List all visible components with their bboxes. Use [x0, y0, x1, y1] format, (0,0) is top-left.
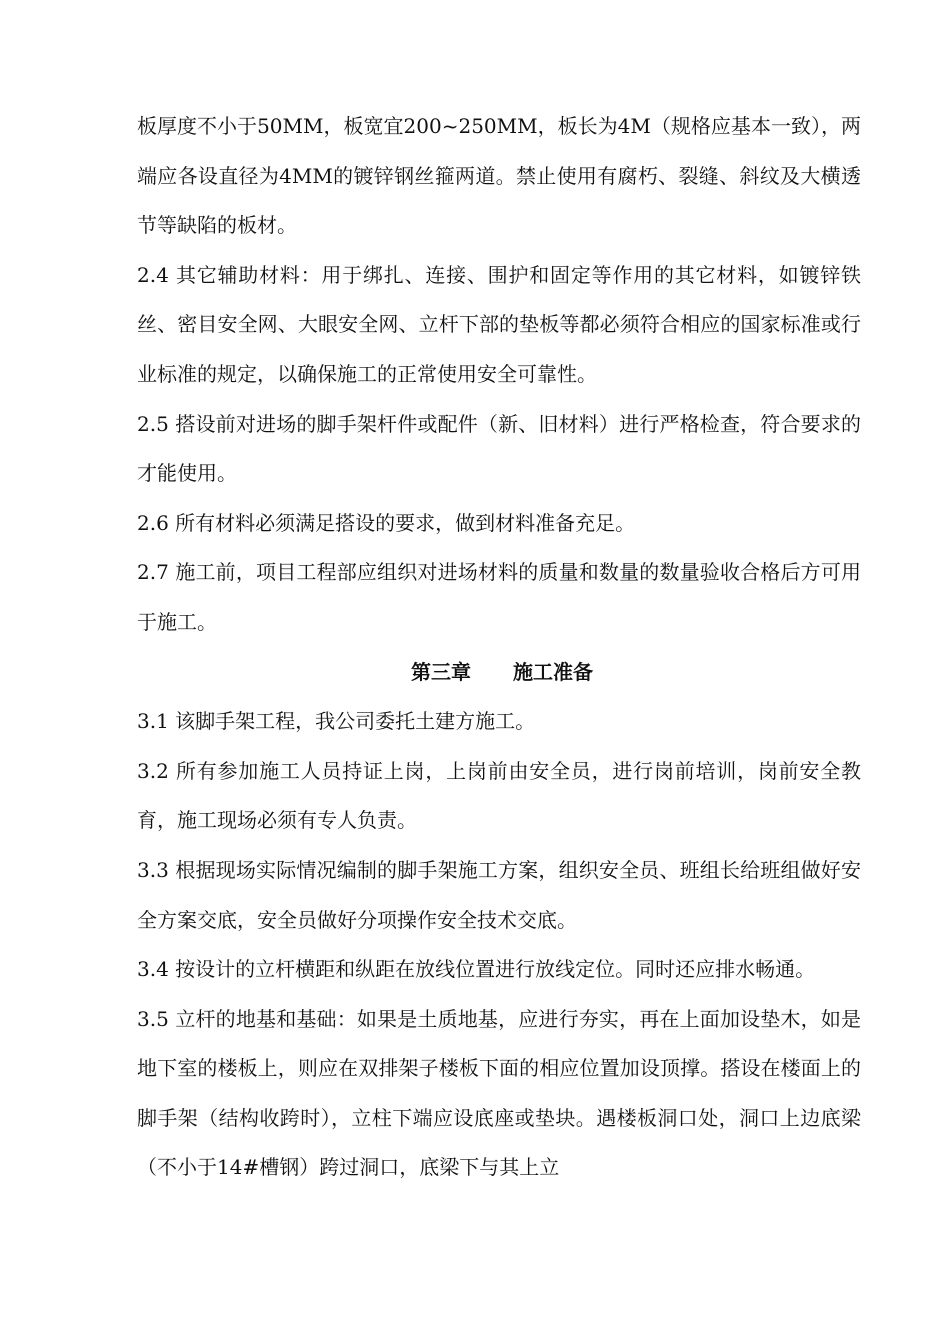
- document-body: [137, 102, 861, 1193]
- chapter-number: 第三章: [411, 659, 471, 684]
- paragraph-2-5: 2.5 搭设前对进场的脚手架杆件或配件（新、旧材料）进行严格检查，符合要求的才能使用。: [137, 411, 861, 486]
- paragraph-board-spec: 板厚度不小于50MM，板宽宜200~250MM，板长为4M（规格应基本一致），两端应各设直径为4MM的镀锌钢丝箍两道。禁止使用有腐朽、裂缝、斜纹及大横透节等缺陷的板材。: [137, 114, 861, 238]
- paragraph-2-6: 2.6 所有材料必须满足搭设的要求，做到材料准备充足。: [137, 510, 636, 535]
- paragraph-2-7: 2.7 施工前，项目工程部应组织对进场材料的质量和数量的数量验收合格后方可用于施工。: [137, 560, 861, 634]
- paragraph-3-2: 3.2 所有参加施工人员持证上岗，上岗前由安全员，进行岗前培训，岗前安全教育，施工现场必须有专人负责。: [137, 758, 861, 833]
- paragraph-3-4: 3.4 按设计的立杆横距和纵距在放线位置进行放线定位。同时还应排水畅通。: [137, 957, 816, 982]
- paragraph-3-1: 3.1 该脚手架工程，我公司委托土建方施工。: [137, 709, 536, 734]
- chapter-title: 施工准备: [513, 659, 593, 684]
- paragraph-3-3: 3.3 根据现场实际情况编制的脚手架施工方案，组织安全员、班组长给班组做好安全方案交底，安全员做好分项操作安全技术交底。: [137, 857, 861, 932]
- chapter-heading: [137, 648, 861, 698]
- paragraph-3-5: 3.5 立杆的地基和基础：如果是土质地基，应进行夯实，再在上面加设垫木，如是地下室的楼板上，则应在双排架子楼板下面的相应位置加设顶撑。搭设在楼面上的脚手架（结构收跨时），立柱下端应设底座或垫块。遇楼板洞口处，洞口上边底梁（不小于14#槽钢）跨过洞口，底梁下与其上立: [137, 1006, 861, 1180]
- paragraph-2-4: 2.4 其它辅助材料：用于绑扎、连接、围护和固定等作用的其它材料，如镀锌铁丝、密目安全网、大眼安全网、立杆下部的垫板等都必须符合相应的国家标准或行业标准的规定，以确保施工的正常使用安全可靠性。: [137, 262, 861, 386]
